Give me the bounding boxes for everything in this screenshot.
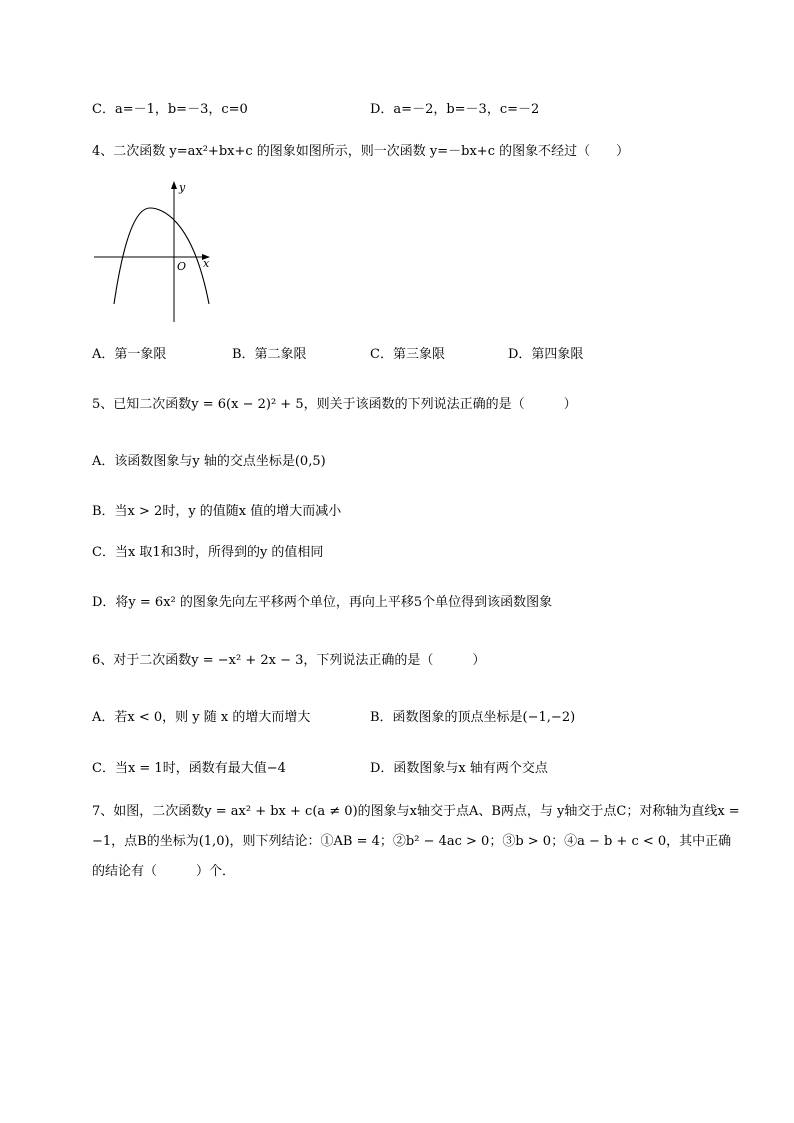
q3-option-c: C．a=－1，b=－3，c=0 [92,102,248,117]
q6-option-b: B．函数图象的顶点坐标是(−1,−2) [370,710,576,725]
q4-option-a: A．第一象限 [92,347,167,362]
q5-option-c: C．当x 取1和3时，所得到的y 的值相同 [92,545,324,560]
q4-option-d: D．第四象限 [508,347,584,362]
q6-option-a: A．若x < 0，则 y 随 x 的增大而增大 [92,710,311,725]
q4-stem: 4、二次函数 y=ax²+bx+c 的图象如图所示，则一次函数 y=－bx+c 的图象不经过（ ） [92,144,630,159]
q4-option-b: B．第二象限 [232,347,307,362]
q6-option-d: D．函数图象与x 轴有两个交点 [370,761,548,776]
q4-option-c: C．第三象限 [370,347,445,362]
q5-stem: 5、已知二次函数y = 6(x − 2)² + 5，则关于该函数的下列说法正确的是（ ） [92,397,577,412]
x-axis-label: x [203,257,210,270]
q4-parabola-figure [92,176,216,326]
y-axis-label: y [179,181,186,194]
q3-option-d: D．a=－2，b=－3，c=－2 [370,102,540,117]
q5-option-b: B．当x > 2时，y 的值随x 值的增大而减小 [92,504,342,519]
origin-label: O [177,260,187,273]
y-axis-arrow [171,181,177,189]
q6-option-c: C．当x = 1时，函数有最大值−4 [92,761,286,776]
parabola-curve [114,193,210,304]
parabola-curve-line [114,208,209,304]
q6-stem: 6、对于二次函数y = −x² + 2x − 3，下列说法正确的是（ ） [92,653,486,668]
q7-stem: 7、如图，二次函数y = ax² + bx + c(a ≠ 0)的图象与x轴交于点A、B两点，与 y轴交于点C；对称轴为直线x = −1，点B的坐标为(1,0)，则下列结论：①AB = 4；②b² − 4ac > 0；③b > 0；④a − b + c < 0，其中正确的结论有（ ）个． [92,804,740,879]
q5-option-a: A．该函数图象与y 轴的交点坐标是(0,5) [92,454,326,469]
q5-option-d: D．将y = 6x² 的图象先向左平移两个单位，再向上平移5个单位得到该函数图象 [92,595,553,610]
